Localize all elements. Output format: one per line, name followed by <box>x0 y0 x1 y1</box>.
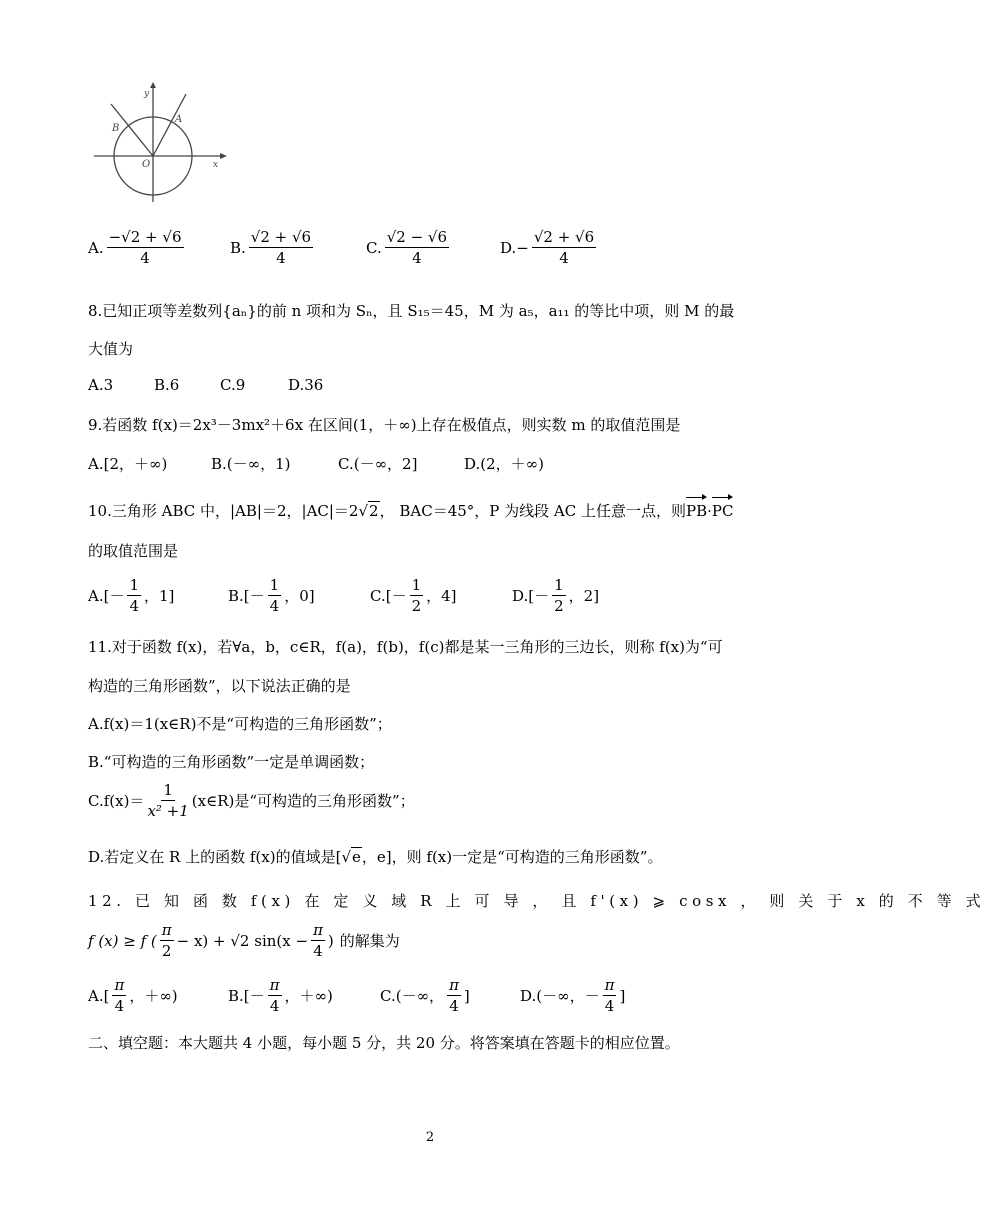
q7-option-c-fraction: $\frac{√2 - √6}{4}$ <box>386 228 448 267</box>
x-axis-label: x <box>213 160 219 170</box>
q7-option-c: C. $\frac{√2 - √6}{4}$ <box>366 228 448 267</box>
q7-option-b: B. $\frac{√2 + √6}{4}$ <box>230 228 312 267</box>
q10-option-d: D.[－ $\frac{1}{2}$ ，2] <box>512 576 600 615</box>
point-b-label: B <box>112 123 120 134</box>
q12-option-c: C.(－∞， $\frac{\pi}{4}$ ] <box>380 976 470 1015</box>
q11-stem-line1: 11.对于函数 f(x)，若∀a，b，c∈R，f(a)，f(b)，f(c)都是某一三角形的三边长，则称 f(x)为“可 <box>88 638 723 656</box>
section-2-heading: 二、填空题：本大题共 4 小题，每小题 5 分，共 20 分。将答案填在答题卡的相应位置。 <box>88 1034 680 1052</box>
q11-stem-line2: 构造的三角形函数”，以下说法正确的是 <box>88 677 351 695</box>
q10-option-a: A.[－ $\frac{1}{4}$ ，1] <box>88 576 175 615</box>
page-number: 2 <box>425 1130 435 1145</box>
q10-stem-line2: 的取值范围是 <box>88 542 179 560</box>
q7-option-b-fraction: $\frac{√2 + √6}{4}$ <box>250 228 312 267</box>
q12-option-a: A.[ $\frac{\pi}{4}$ ，＋∞) <box>88 976 178 1015</box>
q8-option-d: D.36 <box>288 376 324 394</box>
q7-option-d: D. − $\frac{√2 + √6}{4}$ <box>500 228 595 267</box>
q8-stem-line2: 大值为 <box>88 340 134 358</box>
q9-option-d: D.(2，＋∞) <box>464 455 545 473</box>
q12-option-b: B.[－ $\frac{\pi}{4}$ ，＋∞) <box>228 976 333 1015</box>
q10-stem-line1: 10.三角形 ABC 中，|AB|＝2，|AC|＝2√2， BAC＝45°，P 为线段 AC 上任意一点，则PB·PC <box>88 502 734 520</box>
q11-option-d: D.若定义在 R 上的函数 f(x)的值域是[√e，e]，则 f(x)一定是“可构造的三角形函数”。 <box>88 848 663 866</box>
x-axis-arrow-icon <box>220 153 227 159</box>
sqrt-symbol: √ <box>358 502 369 520</box>
q8-option-c: C.9 <box>220 376 246 394</box>
q11-option-a: A.f(x)＝1(x∈R)不是“可构造的三角形函数”； <box>88 715 392 733</box>
q8-stem-line1: 8.已知正项等差数列{aₙ}的前 n 项和为 Sₙ，且 S₁₅＝45，M 为 a₅，a₁₁ 的等比中项，则 M 的最 <box>88 302 735 320</box>
q9-stem: 9.若函数 f(x)＝2x³－3mx²＋6x 在区间(1，＋∞)上存在极值点，则实数 m 的取值范围是 <box>88 416 681 434</box>
point-a-label: A <box>175 114 183 125</box>
sqrt-symbol: √ <box>341 848 351 866</box>
q10-option-b: B.[－ $\frac{1}{4}$ ，0] <box>228 576 315 615</box>
q9-option-c: C.(－∞，2] <box>338 455 418 473</box>
q8-option-b: B.6 <box>154 376 180 394</box>
vector-pc: PC <box>711 502 734 520</box>
q9-option-a: A.[2，＋∞) <box>88 455 168 473</box>
ray-oa <box>153 94 186 156</box>
vector-pb: PB <box>686 502 708 520</box>
unit-circle-figure <box>90 82 230 204</box>
q10-option-c: C.[－ $\frac{1}{2}$ ，4] <box>370 576 457 615</box>
q11-option-b: B.“可构造的三角形函数”一定是单调函数； <box>88 753 375 771</box>
y-axis-label: y <box>144 89 150 99</box>
q8-option-a: A.3 <box>88 376 114 394</box>
q7-option-a: A. $\frac{-√2 + √6}{4}$ <box>88 228 182 267</box>
q12-stem-line1: 12. 已 知 函 数 f(x) 在 定 义 域 R 上 可 导 ， 且 f'(x) ⩾ cosx ， 则 关 于 x 的 不 等 式 <box>88 892 985 910</box>
q12-option-d: D.(－∞，－ $\frac{\pi}{4}$ ] <box>520 976 626 1015</box>
origin-label: O <box>142 159 151 170</box>
q7-option-a-fraction: $\frac{-√2 + √6}{4}$ <box>108 228 182 267</box>
y-axis-arrow-icon <box>150 82 156 88</box>
exam-page: y x O A B A. $\frac{-√2 + √6}{4}$ B. $\frac{√2 + √6}{4}$ C. $\frac{√2 - √6}{4}$ D. − $\frac{√2 + √6}{4}$ 8.已知正项等差数列{aₙ}的前 n 项和为 Sₙ，且 S₁₅＝45，M 为 a₅，a₁₁ 的等比中项，则 M 的最 大值为 A.3 B.6 C.9 D.36 9.若函数 f(x)＝2x³－3mx²＋6x 在区间(1，＋∞)上存在极值点，则实数 m 的取值范围是 A.[2，＋∞) B.(－∞，1) C.(－∞，2] D.(2，＋∞) 10.三角形 ABC 中，|AB|＝2，|AC|＝2√2， BAC＝45°，P 为线段 AC 上任意一点，则PB·PC 的取值范围是 A.[－ $\frac{1}{4}$ ，1] B.[－ $\frac{1}{4}$ ，0] C.[－ $\frac{1}{2}$ ，4] D.[－ $\frac{1}{2}$ ，2] 11.对于函数 f(x)，若∀a，b，c∈R，f(a)，f(b)，f(c)都是某一三角形的三边长，则称 f(x)为“可 构造的三角形函数”，以下说法正确的是 A.f(x)＝1(x∈R)不是“可构造的三角形函数”； B.“可构造的三角形函数”一定是单调函数； C.f(x)＝ $\frac{1}{\text{x² +1}}$ (x∈R)是“可构造的三角形函数”； D.若定义在 R 上的函数 f(x)的值域是[√e，e]，则 f(x)一定是“可构造的三角形函数”。 12. 已 知 函 数 f(x) 在 定 义 域 R 上 可 导 ， 且 f'(x) ⩾ cosx ， 则 关 于 x 的 不 等 式 f (x) ≥ f ( $\frac{\pi}{2}$ − x) + √2 sin(x − $\frac{\pi}{4}$ ) 的解集为 A.[ $\frac{\pi}{4}$ ，＋∞) B.[－ $\frac{\pi}{4}$ ，＋∞) C.(－∞， $\frac{\pi}{4}$ ] D.(－∞，－ $\frac{\pi}{4}$ ] 二、填空题：本大题共 4 小题，每小题 5 分，共 20 分。将答案填在答题卡的相应位置。 2 <box>0 0 860 1215</box>
q7-option-d-fraction: $\frac{√2 + √6}{4}$ <box>533 228 595 267</box>
q9-option-b: B.(－∞，1) <box>211 455 291 473</box>
